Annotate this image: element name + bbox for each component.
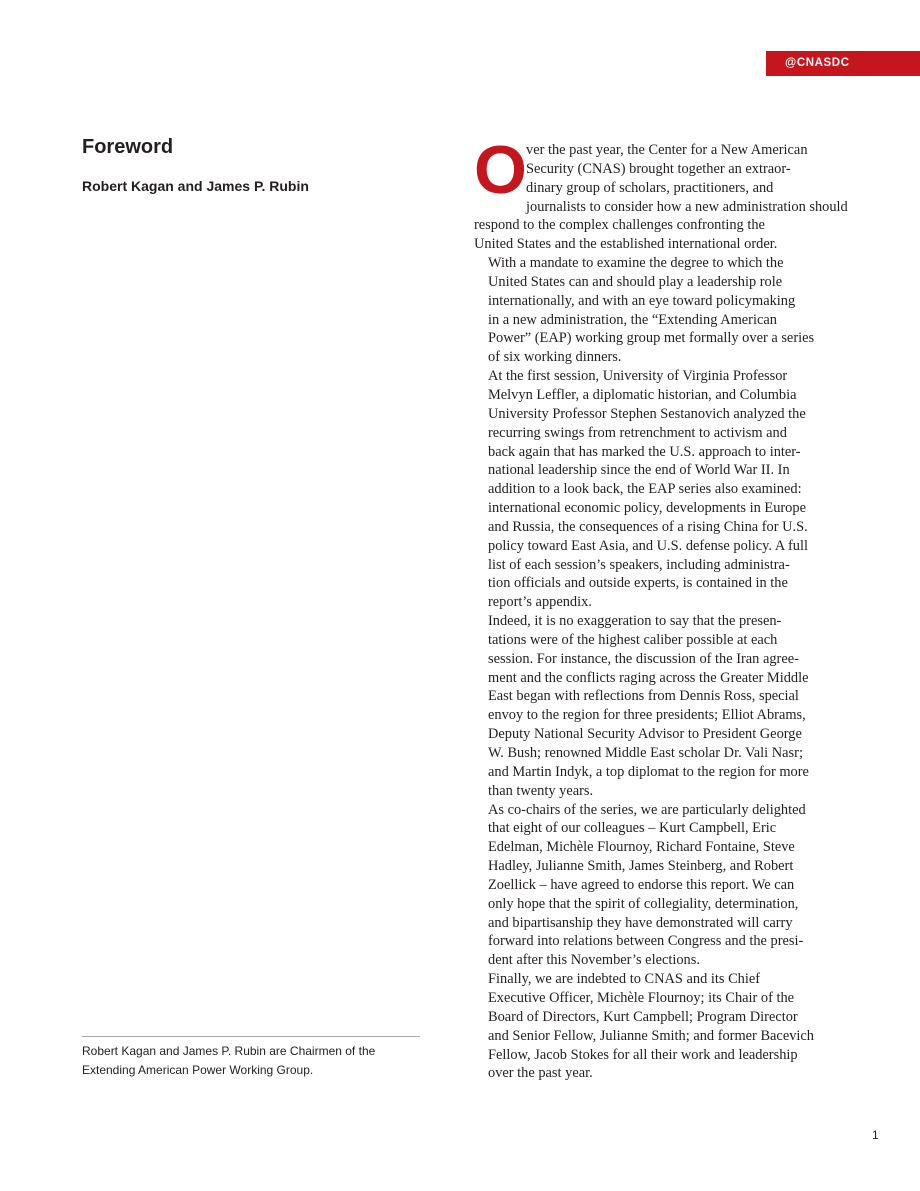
body-line: United States and the established international order. bbox=[474, 236, 778, 253]
body-line: Hadley, Julianne Smith, James Steinberg, and Robert bbox=[488, 858, 794, 875]
body-line: dent after this November’s elections. bbox=[488, 952, 700, 969]
body-line: national leadership since the end of World War II. In bbox=[488, 462, 790, 479]
body-line: addition to a look back, the EAP series also examined: bbox=[488, 481, 802, 498]
body-line: United States can and should play a leadership role bbox=[488, 273, 783, 290]
body-paragraph bbox=[474, 970, 842, 1083]
body-line: Melvyn Leffler, a diplomatic historian, and Columbia bbox=[488, 386, 797, 403]
body-text bbox=[474, 132, 848, 1083]
body-line: Indeed, it is no exaggeration to say that the presen- bbox=[488, 613, 782, 630]
body-line: Edelman, Michèle Flournoy, Richard Fontaine, Steve bbox=[488, 839, 795, 856]
body-line: and bipartisanship they have demonstrated will carry bbox=[488, 914, 793, 931]
body-line: envoy to the region for three presidents; Elliot Abrams, bbox=[488, 707, 806, 724]
body-line: Zoellick – have agreed to endorse this report. We can bbox=[488, 876, 795, 893]
body-line: report’s appendix. bbox=[488, 594, 592, 611]
body-line: only hope that the spirit of collegiality, determination, bbox=[488, 895, 799, 912]
author-byline: Robert Kagan and James P. Rubin bbox=[82, 178, 309, 194]
body-line: Board of Directors, Kurt Campbell; Program Director bbox=[488, 1008, 798, 1025]
section-title: Foreword bbox=[82, 136, 174, 158]
body-line: As co-chairs of the series, we are particularly delighted bbox=[488, 801, 806, 818]
body-line: Security (CNAS) brought together an extraor- bbox=[526, 160, 791, 177]
body-line: of six working dinners. bbox=[488, 349, 622, 366]
body-line: recurring swings from retrenchment to activism and bbox=[488, 424, 787, 441]
body-line: over the past year. bbox=[488, 1065, 593, 1082]
body-paragraph bbox=[474, 254, 842, 367]
body-line: policy toward East Asia, and U.S. defense policy. A full bbox=[488, 537, 808, 554]
body-line: international economic policy, developments in Europe bbox=[488, 500, 806, 517]
body-line: East began with reflections from Dennis Ross, special bbox=[488, 688, 799, 705]
body-line: ver the past year, the Center for a New American bbox=[526, 142, 808, 158]
body-line: At the first session, University of Virginia Professor bbox=[488, 368, 788, 385]
body-line: back again that has marked the U.S. approach to inter- bbox=[488, 443, 801, 460]
body-line: tations were of the highest caliber possible at each bbox=[488, 631, 778, 648]
footnote-divider bbox=[82, 1036, 420, 1037]
body-paragraph bbox=[474, 132, 848, 254]
body-paragraph bbox=[474, 801, 842, 971]
body-line: ment and the conflicts raging across the Greater Middle bbox=[488, 669, 809, 686]
drop-cap: O bbox=[474, 132, 527, 208]
body-line: that eight of our colleagues – Kurt Campbell, Eric bbox=[488, 820, 777, 837]
author-footnote bbox=[82, 1042, 427, 1080]
body-line: respond to the complex challenges confronting the bbox=[474, 217, 765, 234]
page-number: 1 bbox=[872, 1128, 879, 1142]
body-line: in a new administration, the “Extending American bbox=[488, 311, 777, 328]
footnote-line: Extending American Power Working Group. bbox=[82, 1063, 314, 1077]
body-line: session. For instance, the discussion of the Iran agree- bbox=[488, 650, 799, 667]
body-line: tion officials and outside experts, is contained in the bbox=[488, 575, 788, 592]
body-line: journalists to consider how a new administration should bbox=[526, 198, 848, 215]
body-line: With a mandate to examine the degree to which the bbox=[488, 255, 784, 272]
body-line: dinary group of scholars, practitioners, and bbox=[526, 179, 774, 196]
body-line: and Martin Indyk, a top diplomat to the region for more bbox=[488, 763, 809, 780]
body-line: forward into relations between Congress and the presi- bbox=[488, 933, 804, 950]
footnote-line: Robert Kagan and James P. Rubin are Chairmen of the bbox=[82, 1044, 376, 1058]
body-line: Finally, we are indebted to CNAS and its Chief bbox=[488, 971, 761, 988]
body-line: list of each session’s speakers, including administra- bbox=[488, 556, 790, 573]
body-line: than twenty years. bbox=[488, 782, 594, 799]
body-line: and Russia, the consequences of a rising China for U.S. bbox=[488, 518, 808, 535]
body-paragraph bbox=[474, 367, 842, 612]
body-line: W. Bush; renowned Middle East scholar Dr. Vali Nasr; bbox=[488, 745, 803, 761]
body-paragraph bbox=[474, 612, 842, 800]
body-line: Power” (EAP) working group met formally over a series bbox=[488, 330, 815, 347]
body-line: Fellow, Jacob Stokes for all their work and leadership bbox=[488, 1046, 798, 1063]
body-line: Deputy National Security Advisor to President George bbox=[488, 726, 802, 743]
body-line: Executive Officer, Michèle Flournoy; its Chair of the bbox=[488, 989, 795, 1006]
body-line: internationally, and with an eye toward policymaking bbox=[488, 292, 796, 309]
twitter-handle-tag: @CNASDC bbox=[766, 51, 920, 76]
body-line: and Senior Fellow, Julianne Smith; and former Bacevich bbox=[488, 1027, 814, 1044]
body-line: University Professor Stephen Sestanovich analyzed the bbox=[488, 405, 806, 422]
